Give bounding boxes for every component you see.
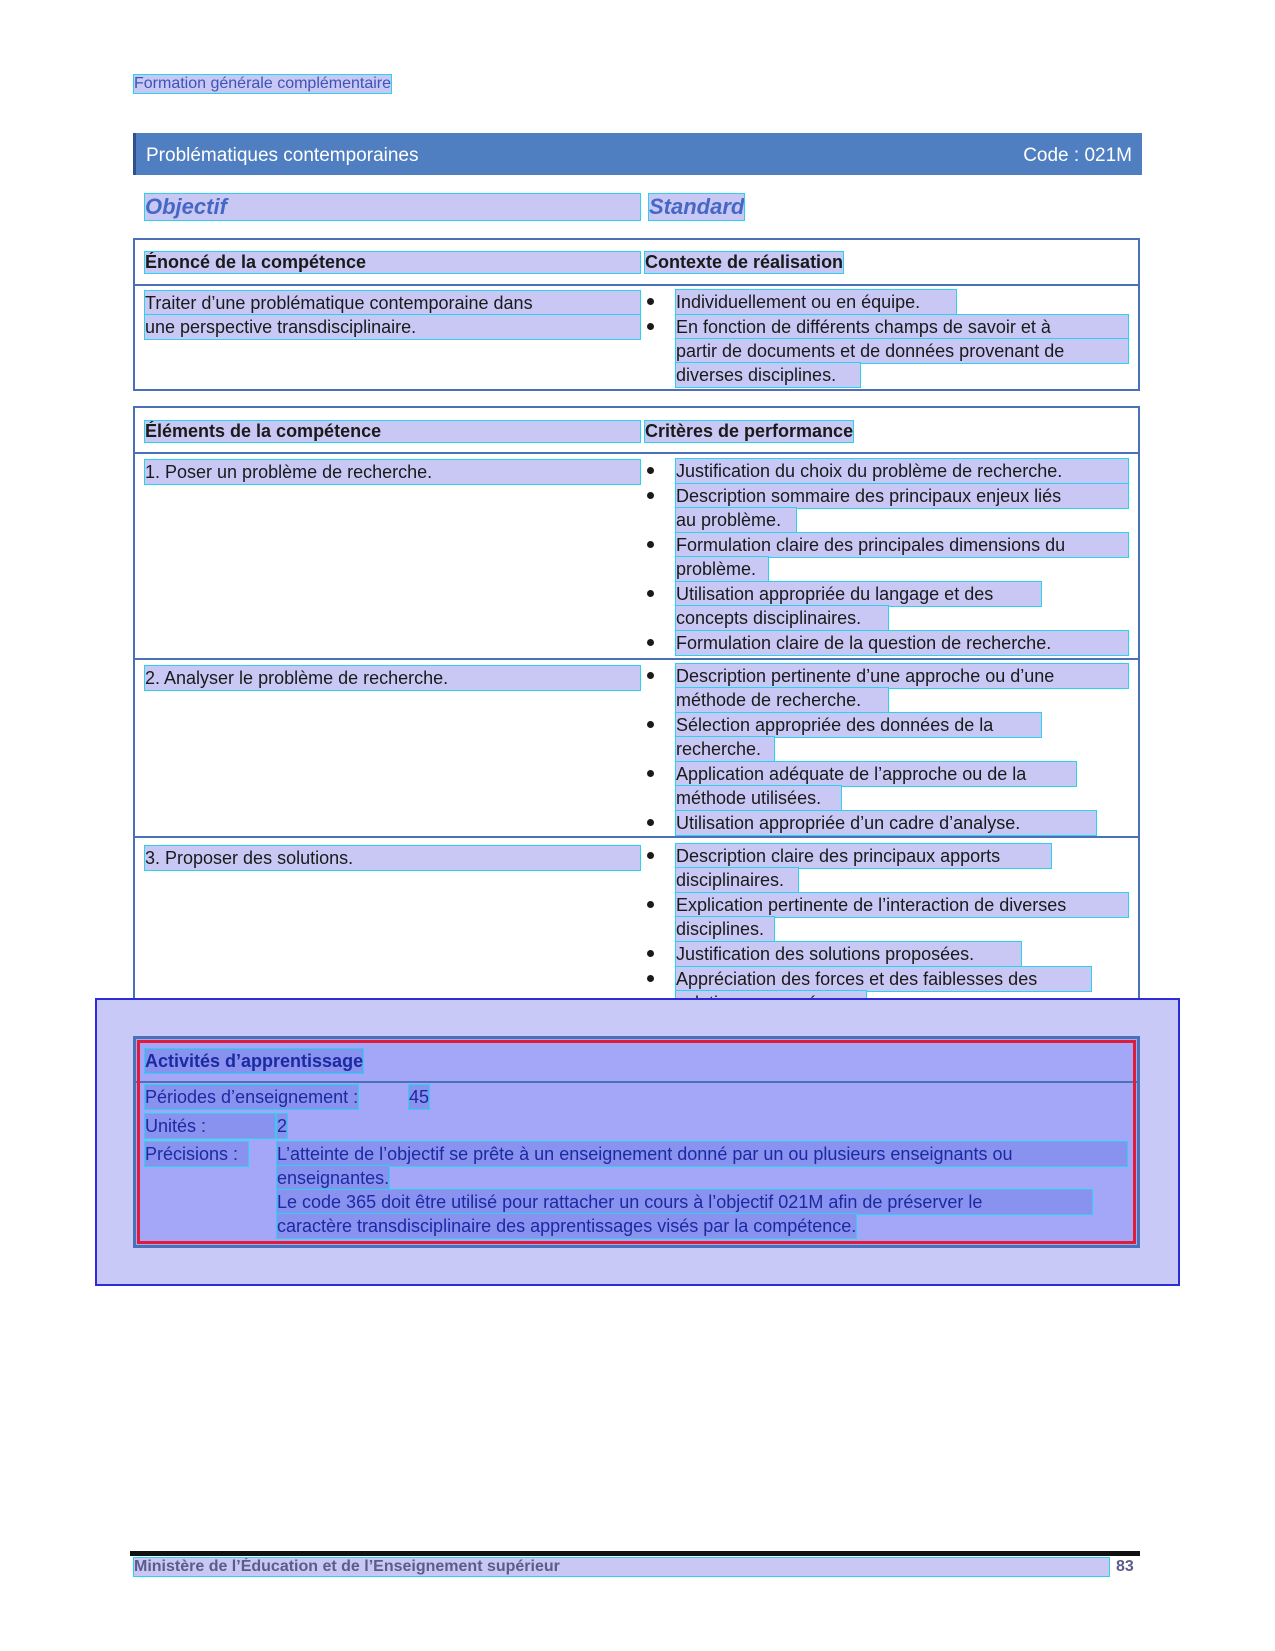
- element-item: 1. Poser un problème de recherche.: [145, 460, 640, 484]
- criterion: Formulation claire de la question de recherche.: [676, 631, 1128, 655]
- criterion: disciplinaires.: [676, 868, 798, 892]
- criterion: Formulation claire des principales dimensions du: [676, 533, 1128, 557]
- course-code: Code : 021M: [1023, 145, 1132, 166]
- bullet-icon: [647, 639, 654, 646]
- bullet-icon: [647, 975, 654, 982]
- criterion: Sélection appropriée des données de la: [676, 713, 1041, 737]
- criterion: Utilisation appropriée d’un cadre d’analyse.: [676, 811, 1096, 835]
- periods-value: 45: [409, 1087, 430, 1107]
- statement-line: une perspective transdisciplinaire.: [145, 315, 640, 339]
- context-header: Contexte de réalisation: [645, 252, 844, 272]
- table-rule: [135, 658, 1138, 660]
- bullet-icon: [647, 770, 654, 777]
- element-item: 2. Analyser le problème de recherche.: [145, 666, 640, 690]
- precisions-line: enseignantes.: [277, 1168, 390, 1188]
- title-bar: [133, 133, 1142, 175]
- footer-rule: [130, 1551, 1140, 1556]
- criterion: Justification du choix du problème de recherche.: [676, 459, 1128, 483]
- periods-label: Périodes d’enseignement :: [145, 1087, 359, 1107]
- bullet-icon: [647, 492, 654, 499]
- criterion: disciplines.: [676, 917, 774, 941]
- context-item: diverses disciplines.: [676, 363, 860, 387]
- context-item: partir de documents et de données provenant de: [676, 339, 1128, 363]
- elements-header: Éléments de la compétence: [145, 421, 640, 442]
- bullet-icon: [647, 467, 654, 474]
- bullet-icon: [647, 672, 654, 679]
- criterion: concepts disciplinaires.: [676, 606, 888, 630]
- criterion: problème.: [676, 557, 768, 581]
- precisions-line: Le code 365 doit être utilisé pour rattacher un cours à l’objectif 021M afin de préserver le: [277, 1190, 1092, 1214]
- criterion: Utilisation appropriée du langage et des: [676, 582, 1041, 606]
- criterion: Description pertinente d’une approche ou d’une: [676, 664, 1128, 688]
- subtitle-standard: Standard: [649, 194, 745, 219]
- units-label: Unités :: [145, 1114, 275, 1138]
- criterion: méthode de recherche.: [676, 688, 888, 712]
- activities-header: Activités d’apprentissage: [145, 1051, 364, 1071]
- statement-line: Traiter d’une problématique contemporaine dans: [145, 291, 640, 315]
- page-number: 83: [1116, 1558, 1134, 1575]
- criterion: recherche.: [676, 737, 774, 761]
- criteria-header: Critères de performance: [645, 421, 854, 441]
- criterion: méthode utilisées.: [676, 786, 841, 810]
- bullet-icon: [647, 901, 654, 908]
- running-header: Formation générale complémentaire: [134, 75, 392, 92]
- criterion: Description sommaire des principaux enjeux liés: [676, 484, 1128, 508]
- criterion: Appréciation des forces et des faiblesses des: [676, 967, 1091, 991]
- bullet-icon: [647, 950, 654, 957]
- course-title: Problématiques contemporaines: [146, 145, 419, 166]
- criterion: Explication pertinente de l’interaction de diverses: [676, 893, 1128, 917]
- precisions-label: Précisions :: [145, 1142, 248, 1166]
- competence-statement-header: Énoncé de la compétence: [145, 252, 640, 273]
- bullet-icon: [647, 852, 654, 859]
- criterion: Justification des solutions proposées.: [676, 942, 1021, 966]
- precisions-line: L’atteinte de l’objectif se prête à un enseignement donné par un ou plusieurs enseignants ou: [277, 1142, 1127, 1166]
- footer-ministry: Ministère de l’Éducation et de l’Enseignement supérieur: [134, 1558, 1109, 1576]
- criterion: Description claire des principaux apports: [676, 844, 1051, 868]
- table-rule: [135, 836, 1138, 838]
- bullet-icon: [647, 323, 654, 330]
- element-item: 3. Proposer des solutions.: [145, 846, 640, 870]
- table-rule: [135, 452, 1138, 454]
- context-item: En fonction de différents champs de savoir et à: [676, 315, 1128, 339]
- units-value: 2: [277, 1116, 288, 1136]
- criterion: Application adéquate de l’approche ou de la: [676, 762, 1076, 786]
- table-rule: [135, 284, 1138, 286]
- criterion: au problème.: [676, 508, 796, 532]
- bullet-icon: [647, 590, 654, 597]
- subtitle-objectif: Objectif: [145, 194, 640, 220]
- context-item: Individuellement ou en équipe.: [676, 290, 956, 314]
- bullet-icon: [647, 819, 654, 826]
- precisions-line: caractère transdisciplinaire des apprentissages visés par la compétence.: [277, 1216, 857, 1236]
- bullet-icon: [647, 721, 654, 728]
- bullet-icon: [647, 298, 654, 305]
- bullet-icon: [647, 541, 654, 548]
